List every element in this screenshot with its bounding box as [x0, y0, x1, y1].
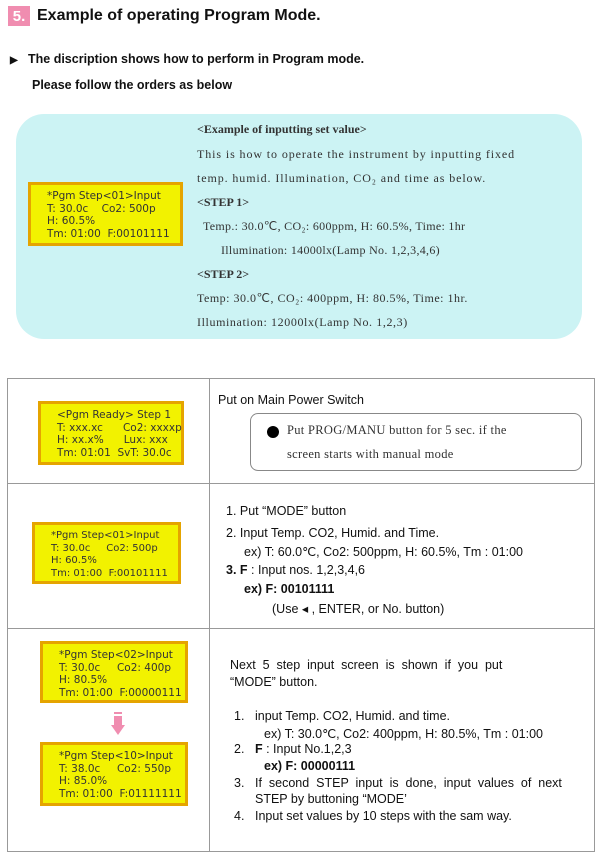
step2-line-1: Temp: 30.0℃, CO₂: 400ppm, H: 80.5%, Time: 1hr.: [197, 291, 468, 305]
lcd-line: Tm: 01:01 SvT: 30.0c: [57, 446, 172, 459]
item-3-text-1: If second STEP input is done, input values of next: [255, 776, 562, 790]
instruction-3-prefix: 3. F: [226, 563, 248, 577]
power-switch-instruction: Put on Main Power Switch: [218, 393, 364, 407]
intro-text: [10, 47, 364, 97]
lcd-line: *Pgm Step<01>Input: [47, 190, 161, 202]
row-divider: [8, 628, 594, 629]
instruction-2-example: ex) T: 60.0℃, Co2: 500ppm, H: 60.5%, Tm : 01:00: [244, 545, 523, 559]
lcd-line: H: 60.5%: [47, 215, 96, 227]
example-desc-2: temp. humid. Illumination, CO₂ and time as below.: [197, 171, 487, 185]
item-2-example: ex) F: 00000111: [264, 759, 356, 773]
step2-label: <STEP 2>: [197, 267, 250, 281]
lcd-line: Tm: 01:00 F:00101111: [51, 567, 168, 579]
item-2-number: 2.: [234, 742, 245, 756]
intro-line-2: Please follow the orders as below: [32, 78, 233, 92]
lcd-display-step10: [40, 742, 188, 806]
lcd-line: T: 30.0c Co2: 500p: [47, 202, 156, 215]
lcd-line: H: 80.5%: [59, 674, 108, 686]
lcd-line: *Pgm Step<02>Input: [59, 649, 173, 661]
lcd-line: Tm: 01:00 F:00101111: [47, 227, 170, 240]
section-title: Example of operating Program Mode.: [37, 7, 321, 24]
bullet-icon: [267, 426, 279, 438]
instruction-3-text: : Input nos. 1,2,3,4,6: [247, 563, 365, 577]
lcd-line: T: 30.0c Co2: 400p: [59, 661, 171, 674]
step1-line-2: Illumination: 14000lx(Lamp No. 1,2,3,4,6): [221, 243, 440, 257]
example-panel: [16, 114, 582, 339]
lcd-line: *Pgm Step<10>Input: [59, 750, 173, 762]
down-arrow-icon: [111, 712, 125, 736]
item-1-number: 1.: [234, 709, 245, 723]
lcd-line: T: 30.0c Co2: 500p: [51, 542, 158, 554]
section-number-badge: 5.: [8, 6, 30, 26]
step1-line-1: Temp.: 30.0℃, CO₂: 600ppm, H: 60.5%, Time: 1hr: [203, 219, 466, 233]
instruction-2: 2. Input Temp. CO2, Humid. and Time.: [226, 526, 440, 540]
example-title: <Example of inputting set value>: [197, 122, 367, 136]
right-triangle-icon: ▶: [10, 55, 18, 66]
column-divider: [209, 379, 210, 851]
manual-mode-notice: [250, 413, 582, 471]
step2-line-2: Illumination: 12000lx(Lamp No. 1,2,3): [197, 315, 408, 329]
instruction-3: [226, 563, 365, 577]
lcd-line: H: 85.0%: [59, 775, 108, 787]
example-desc-1: This is how to operate the instrument by inputting fixed: [197, 147, 516, 161]
item-1-example: ex) T: 30.0℃, Co2: 400ppm, H: 80.5%, Tm : 01:00: [264, 727, 543, 741]
item-4-number: 4.: [234, 809, 245, 823]
lcd-line: T: 38.0c Co2: 550p: [59, 762, 171, 775]
next-step-intro-1: Next 5 step input screen is shown if you put: [230, 658, 503, 672]
lcd-line: <Pgm Ready> Step 1: [57, 409, 172, 421]
procedure-table: [7, 378, 595, 852]
next-step-intro-2: “MODE” button.: [230, 675, 318, 689]
item-1-text: input Temp. CO2, Humid. and time.: [255, 709, 450, 723]
instruction-3-note: (Use ◂ , ENTER, or No. button): [272, 602, 445, 616]
lcd-line: Tm: 01:00 F:01111111: [59, 787, 182, 800]
notice-line-1: Put PROG/MANU button for 5 sec. if the: [287, 423, 507, 437]
item-3-text-2: STEP by buttoning “MODE’: [255, 792, 407, 806]
lcd-display-step01: [32, 522, 181, 584]
lcd-line: *Pgm Step<01>Input: [51, 530, 160, 541]
intro-line-1: The discription shows how to perform in Program mode.: [28, 52, 365, 66]
instruction-1: 1. Put “MODE” button: [226, 504, 347, 518]
lcd-line: Tm: 01:00 F:00000111: [59, 686, 182, 699]
lcd-display-ready: [38, 401, 184, 465]
section-heading: [8, 6, 321, 26]
item-3-number: 3.: [234, 776, 245, 790]
item-2-rest: : Input No.1,2,3: [262, 742, 352, 756]
instruction-3-example: ex) F: 00101111: [244, 582, 335, 596]
lcd-line: H: xx.x% Lux: xxx: [57, 434, 168, 446]
notice-line-2: screen starts with manual mode: [287, 447, 454, 461]
row-divider: [8, 483, 594, 484]
lcd-line: T: xxx.xc Co2: xxxxp: [57, 421, 182, 434]
lcd-line: H: 60.5%: [51, 555, 97, 566]
item-4-text: Input set values by 10 steps with the sam way.: [255, 809, 512, 823]
item-2-prefix: F: [255, 742, 263, 756]
step1-label: <STEP 1>: [197, 195, 250, 209]
lcd-display-step02: [40, 641, 188, 703]
lcd-display-example: [28, 182, 183, 246]
item-2-text: [255, 742, 352, 756]
